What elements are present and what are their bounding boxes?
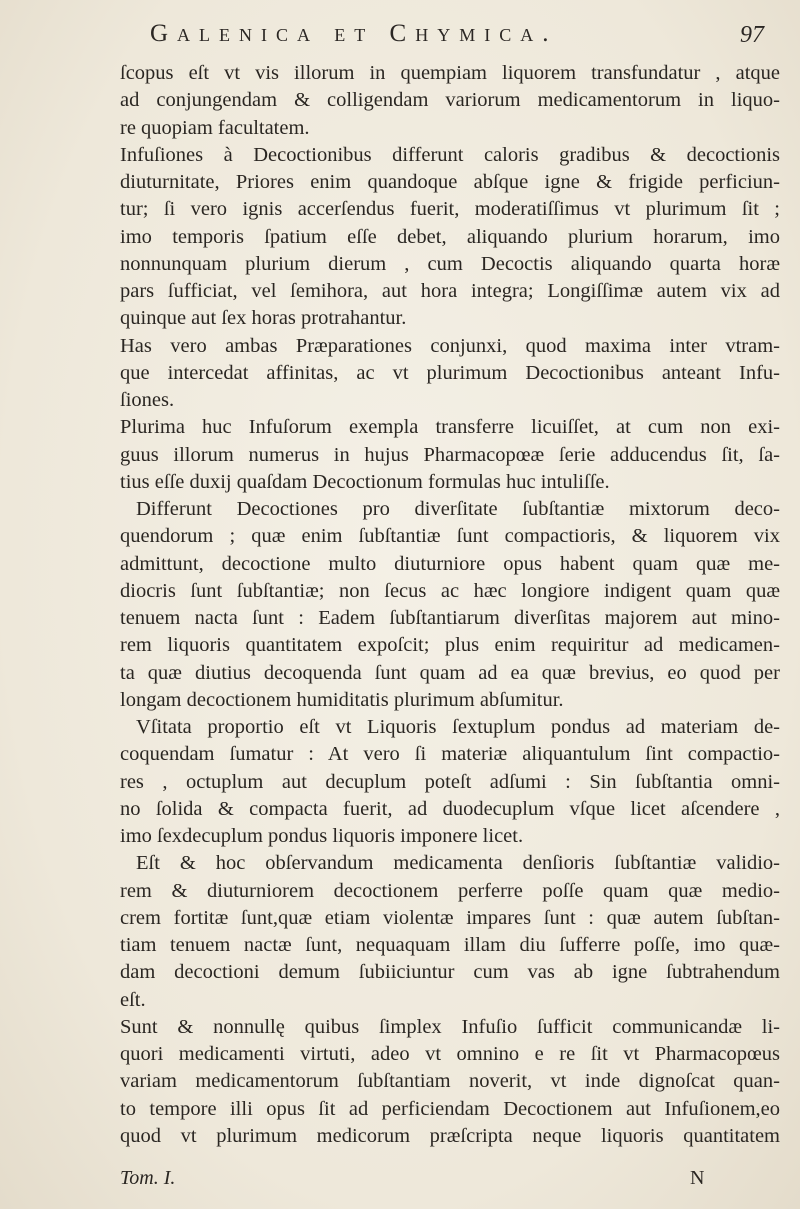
text-line: Plurima huc Infuſorum exempla transferre licuiſſet, at cum non exi- (120, 416, 780, 439)
text-line: quinque aut ſex horas protrahantur. (120, 307, 407, 330)
text-line: tur; ſi vero ignis accerſendus fuerit, moderatiſſimus vt plurimum ſit ; (120, 198, 780, 221)
text-line: coquendam ſumatur : At vero ſi materiæ aliquantulum ſint compactio- (120, 743, 780, 766)
page-number: 97 (740, 22, 764, 48)
text-line: variam medicamentorum ſubſtantiam noverit, vt inde dignoſcat quan- (120, 1070, 780, 1093)
text-line: que intercedat affinitas, ac vt plurimum Decoctionibus anteant Infu- (120, 361, 780, 384)
text-line: dam decoctioni demum ſubiiciuntur cum vas ab igne ſubtrahendum (120, 961, 780, 984)
text-line: admittunt, decoctione multo diuturniore opus habent quam quæ me- (120, 552, 780, 575)
text-line: Sunt & nonnullę quibus ſimplex Infuſio ſufficit communicandæ li- (120, 1015, 780, 1038)
text-line: Infuſiones à Decoctionibus differunt caloris gradibus & decoctionis (120, 143, 780, 166)
text-line: guus illorum numerus in hujus Pharmacopœæ ſerie adducendus ſit, ſa- (120, 443, 780, 466)
running-title: Galenica et Chymica. (150, 20, 558, 47)
page-footer (120, 1167, 780, 1195)
text-line: quori medicamenti virtuti, adeo vt omnino e re ſit vt Pharmacopœus (120, 1043, 780, 1065)
text-line: tius eſſe duxij quaſdam Decoctionum formulas huc intuliſſe. (120, 470, 610, 493)
text-line: res , octuplum aut decuplum poteſt adſumi : Sin ſubſtantia omni- (120, 770, 780, 793)
text-line: ad conjungendam & colligendam variorum medicamentorum in liquo- (120, 89, 780, 112)
text-line: Differunt Decoctiones pro diverſitate ſubſtantiæ mixtorum deco- (136, 498, 780, 520)
text-line: imo ſexdecuplum pondus liquoris imponere licet. (120, 825, 524, 847)
text-line: Vſitata proportio eſt vt Liquoris ſextuplum pondus ad materiam de- (136, 716, 780, 738)
text-line: tiam tenuem nactæ ſunt, nequaquam illam diu ſufferre poſſe, imo quæ- (120, 934, 780, 956)
text-line: ſcopus eſt vt vis illorum in quempiam liquorem transfundatur , atque (120, 62, 780, 84)
text-line: diocris ſunt ſubſtantiæ; non ſecus ac hæc longiore indigent quam quæ (120, 579, 780, 602)
sheet-mark: N (690, 1167, 705, 1189)
body-text (120, 60, 780, 1150)
text-line: Has vero ambas Præparationes conjunxi, quod maxima inter vtram- (120, 334, 780, 357)
text-line: rem liquoris quantitatem expoſcit; plus enim requiritur ad medicamen- (120, 634, 780, 657)
text-line: Eſt & hoc obſervandum medicamenta denſioris ſubſtantiæ validio- (136, 852, 780, 875)
text-line: eſt. (120, 988, 146, 1011)
text-line: to tempore illi opus ſit ad perficiendam Decoctionem aut Infuſionem,eo (120, 1097, 780, 1120)
text-line: ta quæ diutius decoquenda ſunt quam ad ea quæ brevius, eo quod per (120, 661, 780, 684)
text-line: quod vt plurimum medicorum præſcripta neque liquoris quantitatem (120, 1124, 780, 1147)
text-line: ſiones. (120, 389, 175, 411)
text-line: imo temporis ſpatium eſſe debet, aliquando plurium horarum, imo (120, 225, 780, 248)
text-line: diuturnitate, Priores enim quandoque abſque igne & frigide perficiun- (120, 171, 780, 193)
text-line: re quopiam facultatem. (120, 116, 310, 139)
text-line: quendorum ; quæ enim ſubſtantiæ ſunt compactioris, & liquorem vix (120, 525, 780, 548)
text-line: nonnunquam plurium dierum , cum Decoctis aliquando quarta horæ (120, 252, 780, 275)
text-line: rem & diuturniorem decoctionem perferre poſſe quam quæ medio- (120, 879, 780, 902)
text-line: no ſolida & compacta fuerit, ad duodecuplum vſque licet aſcendere , (120, 797, 780, 820)
volume-signature: Tom. I. (120, 1167, 176, 1189)
text-line: crem fortitæ ſunt,quæ etiam violentæ impares ſunt : quæ autem ſubſtan- (120, 906, 780, 929)
text-line: longam decoctionem humiditatis plurimum abſumitur. (120, 688, 564, 711)
text-line: tenuem nacta ſunt : Eadem ſubſtantiarum diverſitas majorem aut mino- (120, 607, 780, 629)
text-line: pars ſufficiat, vel ſemihora, aut hora integra; Longiſſimæ autem vix ad (120, 280, 780, 302)
